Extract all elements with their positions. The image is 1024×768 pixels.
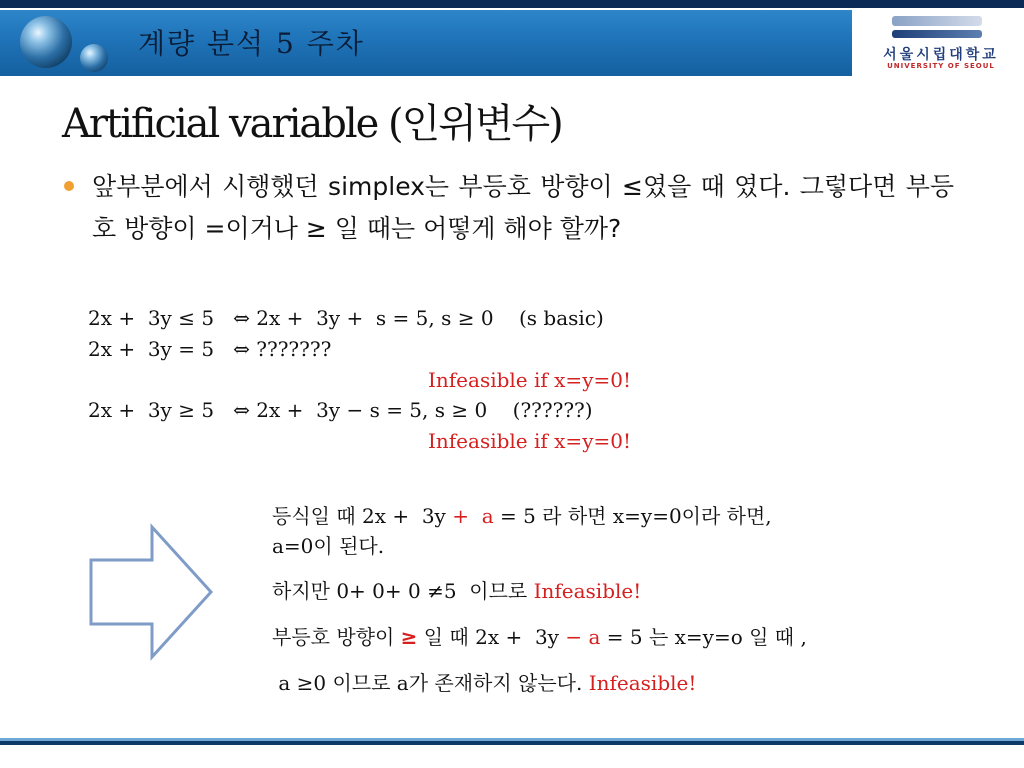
note-line-4 — [272, 621, 807, 650]
equation-line-1: 2x + 3y ≤ 5 ⇔ 2x + 3y + s = 5, s ≥ 0 (s basic) — [88, 306, 604, 330]
logo-korean-text: 서울시립대학교 — [883, 47, 999, 63]
note-line-1 — [272, 500, 772, 529]
slide-title: Artificial variable (인위변수) — [62, 101, 562, 147]
globe-icon — [20, 16, 72, 68]
note-line-5-text: a ≥0 이므로 a가 존재하지 않는다. — [272, 671, 589, 695]
note-line-5 — [272, 667, 696, 696]
bullet-text: 앞부분에서 시행했던 simplex는 부등호 방향이 ≤였을 때 였다. 그렇다면 부등호 방향이 =이거나 ≥ 일 때는 어떻게 해야 할까? — [92, 172, 954, 243]
infeasible-note-2: Infeasible if x=y=0! — [428, 429, 632, 453]
logo-mark-bottom — [892, 30, 982, 38]
bullet-icon — [64, 181, 74, 191]
infeasible-label-1: Infeasible! — [533, 579, 642, 603]
banner-title: 계량 분석 5 주차 — [138, 27, 365, 60]
ge-symbol: ≥ — [400, 625, 418, 649]
note-line-2: a=0이 된다. — [272, 534, 385, 558]
logo-mark-top — [892, 16, 982, 26]
infeasible-note-1: Infeasible if x=y=0! — [428, 368, 632, 392]
note-line-4-text-b: 일 때 2x + 3y — [417, 625, 566, 649]
note-line-1-text-a: 등식일 때 2x + 3y — [272, 504, 453, 528]
note-line-4-text-a: 부등호 방향이 — [272, 625, 401, 649]
logo-english-text: UNIVERSITY OF SEOUL — [887, 62, 995, 70]
plus-a-term: + a — [452, 504, 494, 528]
small-globe-icon — [80, 44, 108, 72]
minus-a-term: − a — [565, 625, 601, 649]
top-border — [0, 0, 1024, 8]
note-line-1-text-b: = 5 라 하면 x=y=0이라 하면, — [493, 504, 772, 528]
bottom-border-dark — [0, 741, 1024, 745]
equation-line-3: 2x + 3y ≥ 5 ⇔ 2x + 3y − s = 5, s ≥ 0 (??????) — [88, 398, 593, 422]
equation-line-2: 2x + 3y = 5 ⇔ ??????? — [88, 337, 332, 361]
note-line-4-text-c: = 5 는 x=y=o 일 때 , — [600, 625, 807, 649]
header-banner — [0, 10, 852, 76]
infeasible-label-2: Infeasible! — [588, 671, 697, 695]
note-line-3-text: 하지만 0+ 0+ 0 ≠5 이므로 — [272, 579, 534, 603]
right-arrow-icon — [86, 522, 216, 662]
note-line-3 — [272, 575, 641, 604]
